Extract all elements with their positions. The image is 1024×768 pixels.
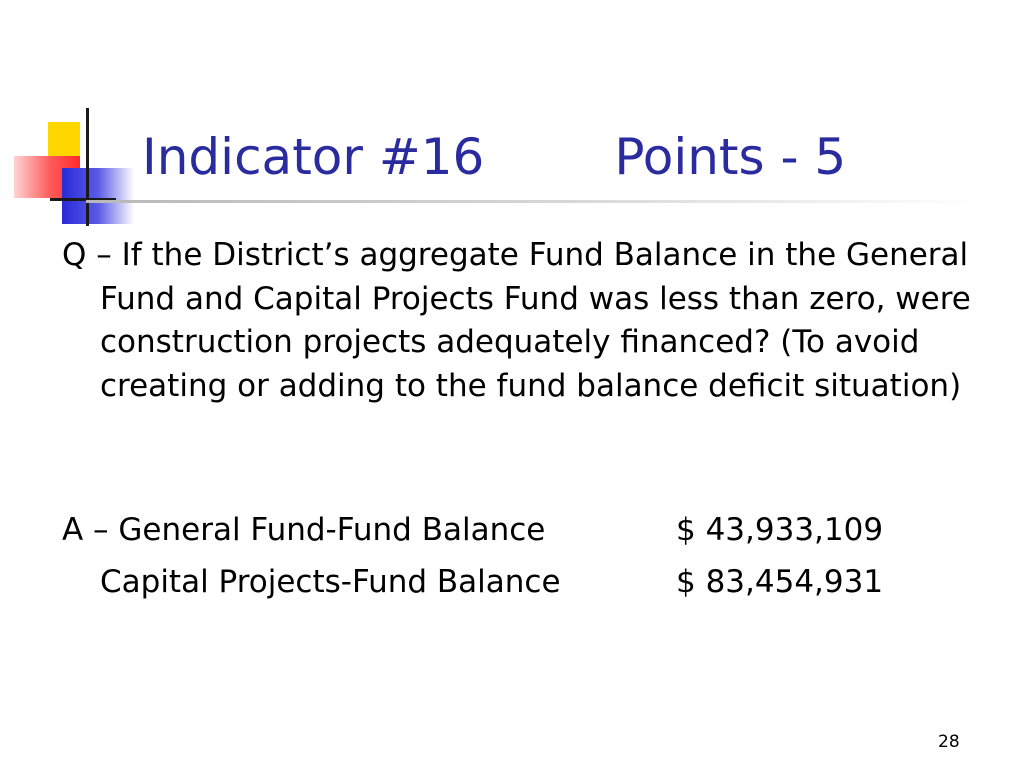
title-points: Points - 5 — [614, 128, 847, 186]
logo-vertical-line — [86, 108, 89, 226]
question-text: Q – If the District’s aggregate Fund Balance in the General Fund and Capital Projects Fund was less than zero, were construction projects adequately financed? (To avoid creating or adding to the fund balance deficit situation) — [62, 237, 971, 404]
title-divider — [86, 200, 986, 203]
answer-line-capital-projects: Capital Projects-Fund Balance — [100, 564, 561, 600]
answer-amount-capital-projects: $ 83,454,931 — [676, 564, 884, 600]
slide-title — [142, 126, 846, 188]
corner-logo-icon — [0, 100, 140, 230]
answer-amount-general-fund: $ 43,933,109 — [676, 512, 884, 548]
page-number: 28 — [938, 732, 960, 752]
title-indicator: Indicator #16 — [142, 128, 485, 186]
answer-line-general-fund: A – General Fund-Fund Balance — [62, 512, 546, 548]
logo-blue-square — [62, 168, 134, 224]
